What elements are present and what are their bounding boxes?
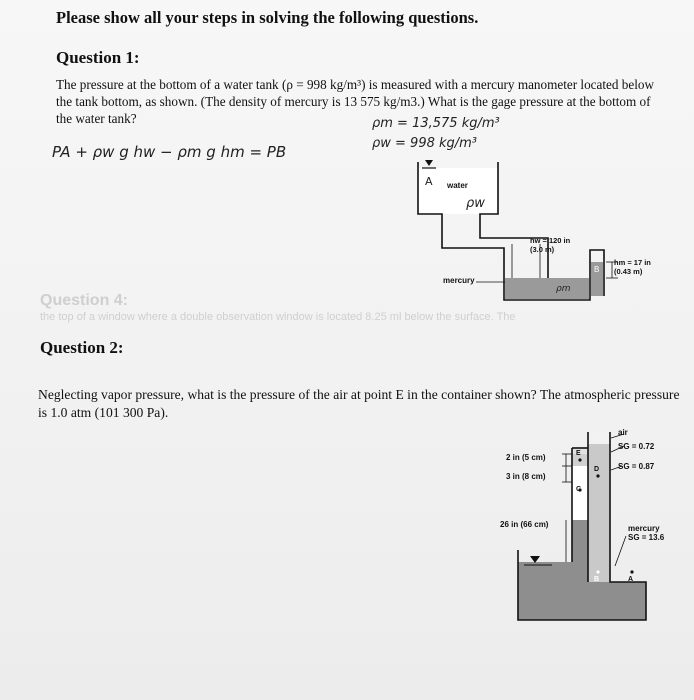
mercury-q2-label: mercury [628, 524, 660, 533]
mercury-label: mercury [443, 276, 475, 285]
handwriting-rho-m: ρm = 13,575 kg/m³ [372, 116, 500, 131]
point-a2-label: A [628, 576, 634, 583]
bleed-through-heading: Question 4: [40, 292, 129, 309]
mercury-sg-label: SG = 13.6 [628, 533, 665, 542]
question-1-text: The pressure at the bottom of a water tank (ρ = 998 kg/m³) is measured with a mercury manometer located below the tank bottom, as shown. (The density of mercury is 13 575 kg/m3.) What is the gage pressure at the bottom of the water tank? [56, 77, 655, 126]
water-label: water [447, 181, 468, 190]
handwriting-rho-w-tank: ρw [466, 196, 485, 211]
question-2-heading: Question 2: [40, 338, 124, 357]
bleed-through-text: the top of a window where a double observation window is located 8.25 ml below the surface. The [40, 311, 516, 323]
question-2-text: Neglecting vapor pressure, what is the pressure of the air at point E in the container shown? The atmospheric pressure is 1.0 atm (101 300 Pa). [38, 387, 680, 420]
point-b2-label: B [594, 576, 600, 583]
point-e-label: E [576, 450, 581, 457]
hm-sub: (0.43 m) [614, 267, 643, 276]
handwriting-equation: PA + ρw g hw − ρm g hm = PB [52, 143, 287, 161]
handwriting-rho-w: ρw = 998 kg/m³ [372, 136, 478, 151]
sg-087-label: SG = 0.87 [618, 462, 655, 471]
question-1-heading: Question 1: [56, 48, 140, 67]
dim-3in-label: 3 in (8 cm) [506, 472, 546, 481]
handwriting-point-a: A [425, 175, 433, 188]
air-label: air [618, 428, 628, 437]
hw-sub: (3.0 m) [530, 245, 555, 254]
point-c-label: C [576, 486, 582, 493]
hm-label: hm = 17 in [614, 258, 651, 267]
page-title: Please show all your steps in solving the following questions. [56, 8, 479, 27]
hw-label: hw = 120 in [530, 236, 571, 245]
point-d-label: D [594, 466, 600, 473]
point-b-label: B [594, 265, 600, 274]
handwriting-b-mark: ρm [556, 284, 571, 294]
dim-26in-label: 26 in (66 cm) [500, 520, 549, 529]
dim-2in-label: 2 in (5 cm) [506, 453, 546, 462]
sg-072-label: SG = 0.72 [618, 442, 655, 451]
